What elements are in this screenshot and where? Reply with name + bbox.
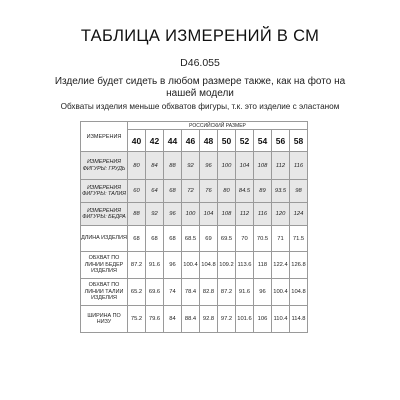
table-row [81,226,308,252]
size-header-cell: 48 [200,130,218,152]
table-cell: 80 [128,152,146,180]
table-cell: 71 [272,226,290,252]
table-cell: 80 [218,180,236,203]
table-cell: 70 [236,226,254,252]
table-cell: 100 [218,152,236,180]
table-cell: 84.5 [236,180,254,203]
table-cell: 112 [236,203,254,226]
size-header-cell: 46 [182,130,200,152]
table-cell: 109.2 [218,252,236,279]
table-cell: 92.8 [200,306,218,333]
table-row [81,152,308,180]
row-label: ИЗМЕРЕНИЯ ФИГУРЫ: БЕДРА [81,203,128,226]
table-cell: 116 [290,152,308,180]
russian-size-header: РОССИЙСКИЙ РАЗМЕР [128,122,308,130]
table-row [81,203,308,226]
table-cell: 93.5 [272,180,290,203]
table-cell: 65.2 [128,279,146,306]
table-cell: 69.5 [218,226,236,252]
table-cell: 68 [146,226,164,252]
table-cell: 84 [146,152,164,180]
table-cell: 122.4 [272,252,290,279]
size-header-cell: 50 [218,130,236,152]
size-header-cell: 44 [164,130,182,152]
table-cell: 104 [236,152,254,180]
table-cell: 68.5 [182,226,200,252]
table-cell: 96 [164,203,182,226]
table-cell: 124 [290,203,308,226]
table-cell: 87.2 [218,279,236,306]
article-number: D46.055 [180,57,220,69]
size-header-cell: 54 [254,130,272,152]
table-cell: 110.4 [272,306,290,333]
table-cell: 104.8 [200,252,218,279]
size-header-cell: 52 [236,130,254,152]
fit-note-line-1: Изделие будет сидеть в любом размере также, как на фото на [54,76,346,87]
fit-note-line-2: нашей модели [166,87,234,99]
table-cell: 64 [146,180,164,203]
size-header-cell: 42 [146,130,164,152]
row-label: ОБХВАТ ПО ЛИНИИ ТАЛИИ ИЗДЕЛИЯ [81,279,128,306]
table-cell: 72 [182,180,200,203]
page-title: ТАБЛИЦА ИЗМЕРЕНИЙ В СМ [80,27,320,45]
table-row [81,180,308,203]
size-header-cell: 40 [128,130,146,152]
table-cell: 92 [182,152,200,180]
table-row [81,306,308,333]
table-cell: 96 [254,279,272,306]
table-cell: 112 [272,152,290,180]
table-cell: 91.6 [236,279,254,306]
table-cell: 92 [146,203,164,226]
table-cell: 100.4 [272,279,290,306]
table-cell: 75.2 [128,306,146,333]
table-cell: 88 [128,203,146,226]
table-cell: 101.6 [236,306,254,333]
table-cell: 76 [200,180,218,203]
table-cell: 96 [164,252,182,279]
size-table [80,121,308,333]
row-label: ОБХВАТ ПО ЛИНИИ БЕДЕР ИЗДЕЛИЯ [81,252,128,279]
fit-note [0,76,400,99]
table-cell: 100 [182,203,200,226]
table-cell: 91.6 [146,252,164,279]
table-cell: 69.6 [146,279,164,306]
row-label: ИЗМЕРЕНИЯ ФИГУРЫ: ТАЛИЯ [81,180,128,203]
table-cell: 78.4 [182,279,200,306]
table-cell: 120 [272,203,290,226]
elastane-note: Обхваты изделия меньше обхватов фигуры, т.к. это изделие с эластаном [60,102,340,111]
table-cell: 126.8 [290,252,308,279]
table-cell: 104 [200,203,218,226]
table-cell: 79.6 [146,306,164,333]
table-row [81,279,308,306]
table-cell: 82.8 [200,279,218,306]
table-cell: 70.5 [254,226,272,252]
table-row [81,252,308,279]
table-cell: 74 [164,279,182,306]
table-cell: 108 [218,203,236,226]
table-cell: 98 [290,180,308,203]
row-label: ДЛИНА ИЗДЕЛИЯ [81,226,128,252]
table-cell: 114.8 [290,306,308,333]
row-label: ИЗМЕРЕНИЯ ФИГУРЫ: ГРУДЬ [81,152,128,180]
table-cell: 68 [128,226,146,252]
table-cell: 97.2 [218,306,236,333]
table-cell: 84 [164,306,182,333]
table-cell: 88.4 [182,306,200,333]
table-cell: 71.5 [290,226,308,252]
table-cell: 89 [254,180,272,203]
table-cell: 88 [164,152,182,180]
measurements-header: ИЗМЕРЕНИЯ [81,122,128,152]
table-cell: 116 [254,203,272,226]
table-cell: 100.4 [182,252,200,279]
table-cell: 60 [128,180,146,203]
table-cell: 68 [164,180,182,203]
table-cell: 118 [254,252,272,279]
table-cell: 69 [200,226,218,252]
table-cell: 87.2 [128,252,146,279]
table-cell: 96 [200,152,218,180]
size-header-cell: 58 [290,130,308,152]
size-header-cell: 56 [272,130,290,152]
table-cell: 68 [164,226,182,252]
table-cell: 106 [254,306,272,333]
table-cell: 108 [254,152,272,180]
table-cell: 113.6 [236,252,254,279]
row-label: ШИРИНА ПО НИЗУ [81,306,128,333]
table-cell: 104.8 [290,279,308,306]
